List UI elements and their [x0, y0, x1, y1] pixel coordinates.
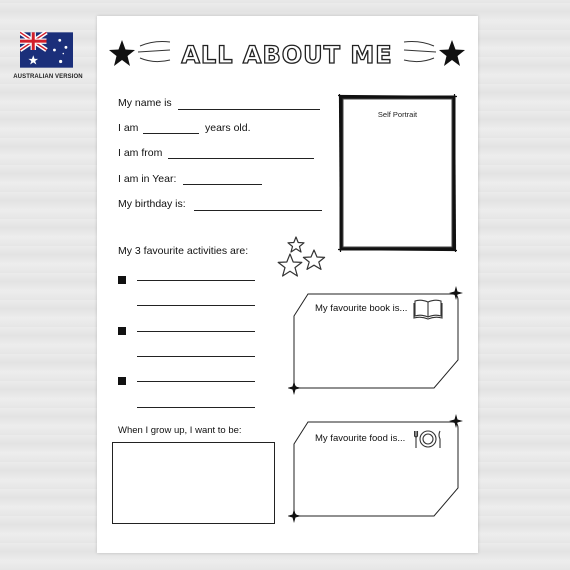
activity-3-line[interactable]	[137, 381, 255, 382]
version-label: AUSTRALIAN VERSION	[13, 74, 83, 80]
star-icon	[439, 40, 465, 66]
swoosh-right	[404, 42, 436, 62]
sparkle-icon	[288, 381, 301, 395]
favourite-book-label: My favourite book is...	[315, 303, 408, 314]
name-line[interactable]	[178, 109, 320, 110]
activity-3-line-2[interactable]	[137, 407, 255, 408]
title-decoration	[104, 30, 470, 78]
grow-up-label: When I grow up, I want to be:	[118, 425, 242, 436]
age-label: I am	[118, 122, 139, 134]
sparkle-icon	[449, 414, 463, 428]
self-portrait-label: Self Portrait	[377, 110, 418, 119]
year-label: I am in Year:	[118, 173, 177, 185]
birthday-line[interactable]	[194, 210, 322, 211]
swoosh-left	[138, 42, 170, 62]
activity-1-line-2[interactable]	[137, 305, 255, 306]
activity-2-line[interactable]	[137, 331, 255, 332]
star-icon	[109, 40, 135, 66]
activity-1-line[interactable]	[137, 280, 255, 281]
activity-bullet	[118, 276, 126, 284]
sparkle-icon	[449, 286, 463, 300]
birthday-label: My birthday is:	[118, 198, 186, 210]
from-label: I am from	[118, 147, 163, 159]
favourite-food-label: My favourite food is...	[315, 433, 406, 444]
activity-bullet	[118, 327, 126, 335]
plate-icon	[414, 427, 442, 451]
australian-flag-icon	[20, 31, 73, 69]
activity-2-line-2[interactable]	[137, 356, 255, 357]
name-label: My name is	[118, 97, 172, 109]
stars-doodle-icon	[272, 236, 328, 284]
age-suffix-label: years old.	[205, 122, 251, 134]
activities-heading: My 3 favourite activities are:	[118, 245, 249, 257]
activity-bullet	[118, 377, 126, 385]
age-line[interactable]	[143, 133, 199, 134]
book-icon	[413, 298, 443, 320]
page-title: ALL ABOUT ME	[181, 41, 393, 69]
grow-up-box[interactable]	[112, 442, 275, 524]
sparkle-icon	[288, 509, 301, 523]
from-line[interactable]	[168, 158, 314, 159]
year-line[interactable]	[183, 184, 262, 185]
